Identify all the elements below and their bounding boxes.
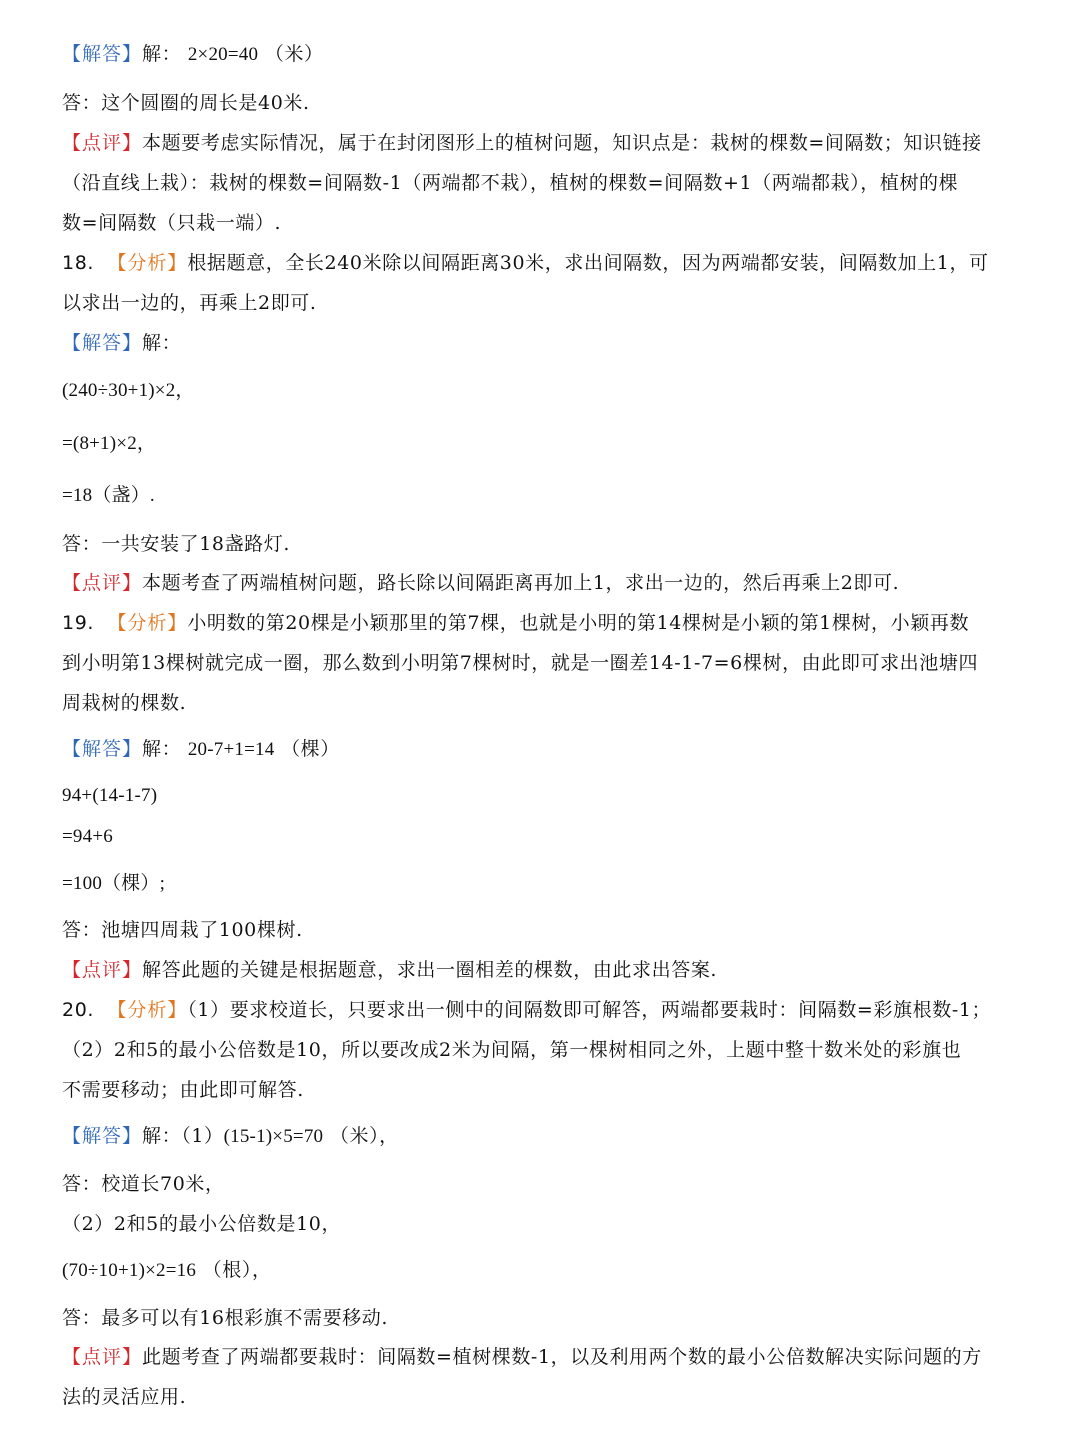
q18-analysis-line-2: 以求出一边的，再乘上2即可. (62, 292, 317, 314)
solution-math: (15-1)×5=70 (223, 1126, 324, 1147)
analysis-text: （1）要求校道长，只要求出一侧中的间隔数即可解答，两端都要栽时：间隔数=彩旗根数-1； (187, 999, 992, 1021)
q19-step-3: =100（棵）; (62, 873, 166, 894)
analysis-tag: 【分析】 (107, 612, 188, 634)
part2-math: (70÷10+1)×2=16 (62, 1260, 197, 1281)
q18-step-2: =(8+1)×2， (62, 433, 157, 454)
question-number: 20. (62, 999, 95, 1021)
part2-unit: （根）， (202, 1259, 272, 1281)
solution-math: 2×20=40 (187, 44, 259, 65)
q17-comment-line-1 (62, 131, 1022, 155)
q19-step-2: =94+6 (62, 826, 113, 847)
q19-analysis-line-3: 周栽树的棵数. (62, 692, 187, 714)
q17-solution-line (62, 42, 1022, 67)
q20-analysis-line-1 (62, 998, 1022, 1022)
comment-text: 本题要考虑实际情况，属于在封闭图形上的植树问题，知识点是：栽树的棵数=间隔数；知识链接 (142, 132, 982, 154)
q19-step-1: 94+(14-1-7) (62, 785, 158, 806)
solution-prefix: 解： (142, 43, 182, 65)
q19-analysis-line-1 (62, 611, 1022, 635)
q19-solution-line (62, 737, 1022, 762)
q18-step-1: (240÷30+1)×2， (62, 380, 195, 401)
comment-tag: 【点评】 (62, 959, 143, 981)
comment-text: 此题考查了两端都要栽时：间隔数=植树棵数-1，以及利用两个数的最小公倍数解决实际问题的方 (142, 1346, 982, 1368)
comment-tag: 【点评】 (62, 572, 143, 594)
comment-text: 本题考查了两端植树问题，路长除以间隔距离再加上1，求出一边的，然后再乘上2即可. (142, 572, 900, 594)
q18-solution-line (62, 331, 1022, 355)
answer-tag: 【解答】 (62, 738, 143, 760)
q20-part-2: （2）2和5的最小公倍数是10， (62, 1213, 342, 1235)
comment-tag: 【点评】 (62, 132, 143, 154)
solution-unit: （棵） (281, 738, 340, 760)
comment-tag: 【点评】 (62, 1346, 143, 1368)
solution-prefix: 解：（1） (142, 1125, 224, 1147)
question-number: 19. (62, 612, 95, 634)
q18-answer: 答：一共安装了18盏路灯. (62, 533, 291, 555)
solution-prefix: 解： (142, 738, 182, 760)
solution-math: 20-7+1=14 (187, 739, 275, 760)
q18-analysis-line-1 (62, 251, 1022, 275)
q17-comment-line-2: （沿直线上栽）：栽树的棵数=间隔数-1（两端都不栽），植树的棵数=间隔数+1（两端都栽），植树的棵 (62, 172, 959, 194)
analysis-text: 根据题意，全长240米除以间隔距离30米，求出间隔数，因为两端都安装，间隔数加上1，可 (187, 252, 989, 274)
solution-prefix: 解： (142, 332, 182, 354)
analysis-text: 小明数的第20棵是小颖那里的第7棵，也就是小明的第14棵树是小颖的第1棵树，小颖再数 (187, 612, 970, 634)
q20-answer-2: 答：最多可以有16根彩旗不需要移动. (62, 1307, 389, 1329)
q18-step-3: =18（盏）. (62, 485, 155, 506)
comment-text: 解答此题的关键是根据题意，求出一圈相差的棵数，由此求出答案. (142, 959, 718, 981)
analysis-tag: 【分析】 (107, 252, 188, 274)
q19-comment (62, 958, 1022, 982)
solution-unit: （米） (264, 43, 324, 65)
answer-tag: 【解答】 (62, 332, 143, 354)
q17-answer: 答：这个圆圈的周长是40米. (62, 92, 310, 114)
solution-unit: （米）， (329, 1125, 399, 1147)
answer-tag: 【解答】 (62, 43, 143, 65)
q20-analysis-line-3: 不需要移动；由此即可解答. (62, 1079, 304, 1101)
q20-analysis-line-2: （2）2和5的最小公倍数是10，所以要改成2米为间隔，第一棵树相同之外，上题中整十数米处的彩旗也 (62, 1039, 962, 1061)
q18-comment (62, 571, 1022, 595)
q20-comment-line-1 (62, 1345, 1022, 1369)
analysis-tag: 【分析】 (107, 999, 188, 1021)
q20-part-2-math-line (62, 1258, 1022, 1283)
q19-analysis-line-2: 到小明第13棵树就完成一圈，那么数到小明第7棵树时，就是一圈差14-1-7=6棵树，由此即可求出池塘四 (62, 652, 979, 674)
answer-tag: 【解答】 (62, 1125, 143, 1147)
question-number: 18. (62, 252, 95, 274)
q17-comment-line-3: 数=间隔数（只栽一端）. (62, 212, 282, 234)
q20-answer-1: 答：校道长70米， (62, 1173, 225, 1195)
q19-answer: 答：池塘四周栽了100棵树. (62, 919, 303, 941)
q20-comment-line-2: 法的灵活应用. (62, 1386, 187, 1408)
q20-solution-line (62, 1124, 1022, 1149)
